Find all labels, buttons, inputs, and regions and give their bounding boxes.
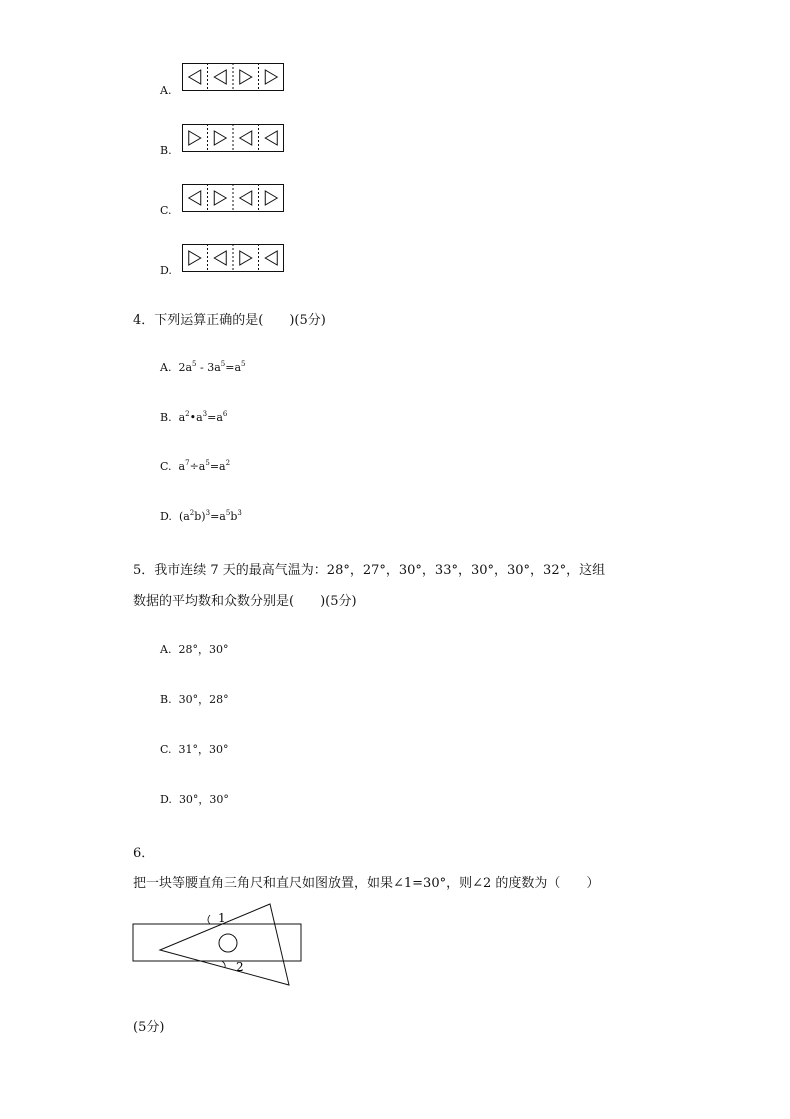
q4-expr-part: b: [230, 510, 238, 523]
q4-option-label: B.: [160, 411, 172, 424]
q5-stem-line1: 5．我市连续 7 天的最高气温为：28°，27°，30°，33°，30°，30°，32°，这组: [133, 563, 606, 578]
q6-score: (5分): [133, 1020, 165, 1035]
q4-exponent: 5: [241, 360, 246, 368]
q5-option-label: B.: [160, 693, 172, 706]
q3-option-label: C.: [160, 204, 172, 217]
q4-option-b[interactable]: [160, 411, 227, 424]
q4-expr-part: 2a: [178, 361, 193, 374]
angle-1-label: 1: [218, 911, 226, 925]
q4-exponent: 2: [185, 410, 190, 418]
q4-exponent: 3: [202, 410, 208, 418]
arrow-left-icon: [265, 131, 277, 145]
arrow-left-icon: [240, 191, 252, 205]
q5-option-text: 31°，30°: [178, 743, 229, 756]
arrow-left-icon: [214, 70, 226, 84]
q3-arrow-strip-b: [182, 124, 284, 152]
arrow-right-icon: [214, 131, 226, 145]
q6-stem: 把一块等腰直角三角尺和直尺如图放置，如果∠1=30°，则∠2 的度数为（ ）: [133, 876, 600, 891]
angle-1-arc: [208, 915, 210, 924]
q4-stem: 4．下列运算正确的是( )(5分): [133, 313, 326, 328]
q4-exponent: 3: [237, 509, 242, 517]
arrow-left-icon: [240, 131, 252, 145]
q4-expr-part: b): [194, 510, 206, 523]
q4-expr-part: ÷a: [189, 460, 206, 473]
arrow-left-icon: [189, 70, 201, 84]
angle-2-label: 2: [236, 960, 244, 974]
q4-expr-part: (a: [178, 510, 190, 523]
q4-exponent: 5: [225, 509, 231, 517]
q4-option-label: D.: [160, 510, 172, 523]
arrow-left-icon: [214, 251, 226, 265]
q3-option-label: B.: [160, 144, 172, 157]
q4-expr-part: =a: [209, 460, 226, 473]
arrow-right-icon: [240, 70, 252, 84]
q5-option-text: 28°，30°: [178, 643, 229, 656]
q4-expr-part: a: [178, 460, 186, 473]
arrow-right-icon: [214, 191, 226, 205]
q5-option-c[interactable]: [160, 741, 229, 757]
q4-exponent: 5: [220, 360, 226, 368]
arrow-right-icon: [240, 251, 252, 265]
q6-number: 6．: [133, 846, 155, 861]
q5-option-a[interactable]: [160, 641, 228, 657]
q4-expr-part: =a: [207, 411, 223, 424]
q4-exponent: 2: [225, 459, 231, 467]
arrow-right-icon: [265, 191, 277, 205]
q4-expr-part: =a: [225, 361, 242, 374]
q4-exponent: 5: [192, 360, 197, 368]
q3-arrow-strip-c: [182, 184, 284, 212]
q4-expr-part: •a: [189, 411, 203, 424]
q5-option-b[interactable]: [160, 691, 229, 707]
q4-expr-part: a: [178, 411, 186, 424]
arrow-right-icon: [189, 251, 201, 265]
q4-exponent: 6: [222, 410, 228, 418]
q4-exponent: 5: [205, 459, 210, 467]
q3-option-label: A.: [160, 84, 172, 97]
set-square-hole: [219, 934, 237, 952]
arrow-left-icon: [265, 251, 277, 265]
arrow-right-icon: [189, 131, 201, 145]
q5-option-text: 30°，30°: [178, 793, 229, 806]
q3-arrow-strip-d: [182, 244, 284, 272]
q3-option-label: D.: [160, 264, 172, 277]
q4-option-a[interactable]: [160, 361, 245, 374]
q5-option-label: C.: [160, 743, 172, 756]
q4-option-d[interactable]: [160, 510, 242, 523]
q4-option-label: C.: [160, 460, 172, 473]
q4-expr-part: - 3a: [196, 361, 221, 374]
q4-expr-part: =a: [210, 510, 226, 523]
arrow-right-icon: [265, 70, 277, 84]
q4-exponent: 2: [189, 509, 195, 517]
arrow-left-icon: [189, 191, 201, 205]
q4-option-label: A.: [160, 361, 172, 374]
q5-option-d[interactable]: [160, 791, 229, 807]
q4-exponent: 7: [185, 459, 190, 467]
q5-stem-line2: 数据的平均数和众数分别是( )(5分): [133, 594, 357, 609]
q5-option-label: A.: [160, 643, 172, 656]
q3-arrow-strip-a: [182, 63, 284, 91]
q4-exponent: 3: [205, 509, 211, 517]
q4-option-c[interactable]: [160, 460, 230, 473]
q5-option-text: 30°，28°: [178, 693, 229, 706]
q6-figure: [130, 900, 306, 990]
q5-option-label: D.: [160, 793, 172, 806]
